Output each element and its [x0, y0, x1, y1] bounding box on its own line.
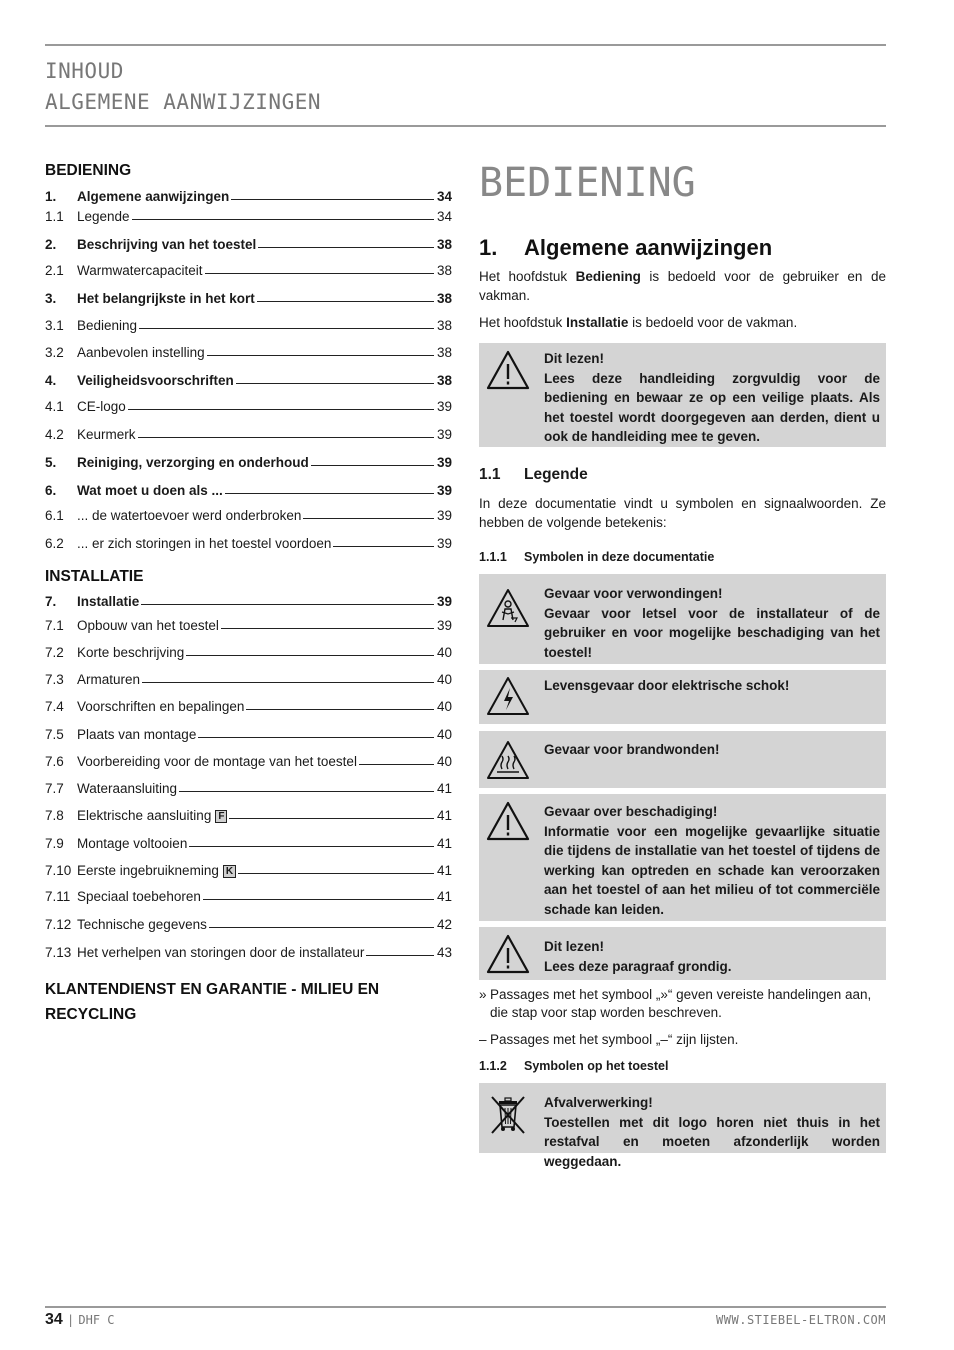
toc-entry-title: Speciaal toebehoren	[77, 889, 201, 904]
notice-waste-disposal-text	[544, 1093, 880, 1171]
toc-entry-number: 6.1	[45, 508, 64, 523]
toc-leader-line	[141, 603, 434, 605]
bullet-mark-list: –	[479, 1032, 487, 1047]
toc-leader-line	[246, 708, 434, 710]
toc-entry-title: Plaats van montage	[77, 727, 197, 742]
toc-leader-line	[203, 898, 434, 900]
intro1-bold: Bediening	[575, 269, 641, 284]
toc-leader-line	[132, 218, 434, 220]
heading-number: 1.	[479, 235, 498, 260]
chapter-title: BEDIENING	[479, 160, 696, 206]
toc-section-klantendienst-line2: RECYCLING	[45, 1006, 137, 1023]
toc-entry-title: ... de watertoevoer werd onderbroken	[77, 508, 302, 523]
waste-body: Toestellen met dit logo horen niet thuis in het restafval en moeten afzonderlijk worden weggedaan.	[544, 1114, 880, 1169]
toc-leader-line	[258, 246, 434, 248]
toc-leader-line	[333, 545, 434, 547]
footer-page-number: 34	[45, 1311, 63, 1328]
toc-entry[interactable]	[45, 749, 452, 769]
header-titles	[45, 56, 321, 118]
toc-entry-number: 4.1	[45, 399, 64, 414]
toc-entry[interactable]	[45, 667, 452, 687]
toc-entry-title: Opbouw van het toestel	[77, 618, 219, 633]
warning-injury	[479, 574, 886, 664]
toc-entry[interactable]	[45, 912, 452, 932]
intro2-text-a: Het hoofdstuk	[479, 315, 567, 330]
notice-read-paragraph-text	[544, 937, 880, 976]
warning-damage-text	[544, 802, 880, 919]
footer-model: DHF C	[78, 1313, 115, 1327]
toc-entry[interactable]	[45, 858, 452, 878]
toc-entry-title: Montage voltooien	[77, 836, 188, 851]
toc-entry[interactable]	[45, 232, 452, 252]
toc-leader-line	[311, 464, 434, 466]
heading-legende-text: Legende	[524, 466, 588, 483]
toc-entry-title: Reiniging, verzorging en onderhoud	[77, 455, 309, 470]
warn-injury-title: Gevaar voor verwondingen!	[544, 586, 723, 601]
toc-entry-number: 4.2	[45, 427, 64, 442]
toc-entry-badge: K	[223, 865, 236, 878]
bullet-mark-action: »	[479, 987, 487, 1002]
intro2-bold: Installatie	[566, 315, 629, 330]
toc-entry-page: 34	[436, 209, 452, 224]
toc-entry-title: Korte beschrijving	[77, 645, 185, 660]
toc-leader-line	[229, 817, 434, 819]
toc-leader-line	[198, 736, 434, 738]
toc-entry-title: Installatie	[77, 594, 140, 609]
heading-text: Algemene aanwijzingen	[524, 235, 773, 260]
toc-entry-number: 7.5	[45, 727, 64, 742]
legend-paragraph: In deze documentatie vindt u symbolen en signaalwoorden. Ze hebben de volgende betekenis:	[479, 496, 886, 530]
list-item-list-symbol	[479, 1031, 886, 1049]
toc-leader-line	[205, 272, 434, 274]
toc-entry[interactable]	[45, 776, 452, 796]
toc-entry-title: Legende	[77, 209, 130, 224]
toc-entry[interactable]	[45, 204, 452, 224]
toc-entry-page: 34	[436, 189, 452, 204]
heading-h3a-text: Symbolen in deze documentatie	[524, 550, 715, 564]
warning-burn-text: Gevaar voor brandwonden!	[544, 742, 720, 757]
toc-entry[interactable]	[45, 422, 452, 442]
damage-warning-icon	[485, 799, 531, 845]
toc-entry-number: 2.	[45, 237, 57, 252]
toc-entry-page: 40	[436, 672, 452, 687]
toc-entry-number: 7.9	[45, 836, 64, 851]
toc-leader-line	[221, 627, 434, 629]
toc-entry-number: 1.1	[45, 209, 64, 224]
toc-entry-page: 39	[436, 483, 452, 498]
heading-legende-number: 1.1	[479, 466, 501, 483]
notice-read-this	[479, 343, 886, 447]
footer-page-info	[45, 1311, 115, 1329]
toc-entry[interactable]	[45, 884, 452, 904]
toc-leader-line	[186, 654, 434, 656]
header-line-1: INHOUD	[45, 59, 124, 83]
heading-legende	[479, 466, 588, 484]
header-line-2: ALGEMENE AANWIJZINGEN	[45, 90, 322, 114]
toc-entry[interactable]	[45, 258, 452, 278]
toc-entry[interactable]	[45, 286, 452, 306]
toc-entry-page: 41	[436, 808, 452, 823]
toc-entry-page: 39	[436, 455, 452, 470]
toc-entry-title: Aanbevolen instelling	[77, 345, 205, 360]
toc-entry[interactable]	[45, 340, 452, 360]
toc-entry[interactable]	[45, 613, 452, 633]
footer-url[interactable]: WWW.STIEBEL-ELTRON.COM	[716, 1313, 886, 1327]
toc-entry-page: 41	[436, 836, 452, 851]
toc-leader-line	[128, 408, 434, 410]
toc-leader-line	[236, 382, 434, 384]
toc-entry-title: Beschrijving van het toestel	[77, 237, 257, 252]
bullet-text-action: Passages met het symbool „»“ geven vereiste handelingen aan, die stap voor stap worden beschreven.	[490, 987, 872, 1020]
toc-entry-page: 38	[436, 373, 452, 388]
toc-entry[interactable]	[45, 313, 452, 333]
toc-entry[interactable]	[45, 184, 452, 204]
heading-h3a-number: 1.1.1	[479, 550, 507, 564]
toc-entry-page: 39	[436, 536, 452, 551]
toc-entry-title: Technische gegevens	[77, 917, 207, 932]
toc-entry-page: 42	[436, 917, 452, 932]
toc-entry-number: 7.2	[45, 645, 64, 660]
toc-entry-number: 7.	[45, 594, 57, 609]
toc-entry[interactable]	[45, 831, 452, 851]
toc-entry-title: Het verhelpen van storingen door de installateur	[77, 945, 365, 960]
footer-separator: |	[66, 1313, 75, 1327]
toc-leader-line	[138, 436, 434, 438]
toc-entry-number: 6.	[45, 483, 57, 498]
footer-rule	[45, 1306, 886, 1308]
warning-triangle-icon	[485, 932, 531, 978]
toc-entry-page: 39	[436, 618, 452, 633]
toc-entry-number: 7.10	[45, 863, 72, 878]
toc-entry-page: 43	[436, 945, 452, 960]
toc-entry-page: 41	[436, 863, 452, 878]
toc-entry-page: 38	[436, 318, 452, 333]
toc-leader-line	[209, 926, 434, 928]
toc-entry-page: 38	[436, 291, 452, 306]
injury-warning-icon	[485, 586, 531, 632]
toc-entry-page: 38	[436, 237, 452, 252]
toc-entry-title: Elektrische aansluiting	[77, 808, 212, 823]
toc-leader-line	[207, 354, 434, 356]
notice-waste-disposal	[479, 1083, 886, 1169]
toc-entry-number: 1.	[45, 189, 57, 204]
hot-surface-icon	[485, 738, 531, 784]
toc-leader-line	[142, 681, 434, 683]
intro-paragraph-2	[479, 313, 886, 332]
header-bottom-rule	[45, 125, 886, 127]
toc-entry-number: 5.	[45, 455, 57, 470]
toc-entry[interactable]	[45, 640, 452, 660]
toc-leader-line	[139, 327, 434, 329]
toc-section-klantendienst-line1: KLANTENDIENST EN GARANTIE - MILIEU EN	[45, 981, 380, 998]
intro1-text-a: Het hoofdstuk	[479, 269, 576, 284]
toc-leader-line	[303, 517, 434, 519]
bullet-text-list: Passages met het symbool „–“ zijn lijsten.	[490, 1032, 739, 1047]
toc-entry-title: Algemene aanwijzingen	[77, 189, 230, 204]
toc-entry-page: 40	[436, 727, 452, 742]
toc-entry[interactable]	[45, 803, 452, 823]
toc-entry-number: 7.12	[45, 917, 72, 932]
list-item-action-symbol	[479, 986, 886, 1022]
toc-entry-number: 7.13	[45, 945, 72, 960]
heading-symbolen-toestel	[479, 1059, 668, 1073]
toc-entry-page: 38	[436, 263, 452, 278]
crossed-out-bin-icon	[485, 1091, 531, 1137]
toc-entry[interactable]	[45, 694, 452, 714]
warning-triangle-icon	[485, 348, 531, 394]
toc-entry-number: 3.1	[45, 318, 64, 333]
toc-entry-title: ... er zich storingen in het toestel voordoen	[77, 536, 332, 551]
toc-entry-page: 39	[436, 594, 452, 609]
toc-entry-title: Warmwatercapaciteit	[77, 263, 203, 278]
toc-entry[interactable]	[45, 450, 452, 470]
toc-entry[interactable]	[45, 589, 452, 609]
header-top-rule	[45, 44, 886, 46]
intro1-text-c: is bedoeld voor de gebruiker en de vakman.	[479, 269, 886, 303]
toc-leader-line	[179, 790, 434, 792]
toc-entry-page: 40	[436, 699, 452, 714]
notice-read-paragraph	[479, 927, 886, 980]
toc-entry-title: Eerste ingebruikneming	[77, 863, 219, 878]
toc-entry-page: 38	[436, 345, 452, 360]
toc-entry-title: Het belangrijkste in het kort	[77, 291, 255, 306]
toc-entry-number: 7.7	[45, 781, 64, 796]
notice2-title: Dit lezen!	[544, 939, 605, 954]
toc-entry-number: 3.2	[45, 345, 64, 360]
toc-section-installatie: INSTALLATIE	[45, 568, 144, 585]
toc-entry-page: 39	[436, 399, 452, 414]
warning-injury-text	[544, 584, 880, 662]
toc-entry[interactable]	[45, 722, 452, 742]
toc-entry-badge: F	[215, 810, 227, 823]
toc-leader-line	[359, 763, 434, 765]
toc-leader-line	[366, 954, 434, 956]
toc-entry-title: Armaturen	[77, 672, 141, 687]
warning-damage	[479, 794, 886, 921]
toc-leader-line	[189, 845, 434, 847]
toc-entry[interactable]	[45, 940, 452, 960]
toc-entry[interactable]	[45, 394, 452, 414]
toc-leader-line	[257, 300, 434, 302]
toc-entry[interactable]	[45, 531, 452, 551]
toc-entry-number: 7.8	[45, 808, 64, 823]
toc-entry-page: 41	[436, 781, 452, 796]
toc-entry-number: 7.3	[45, 672, 64, 687]
heading-h3b-number: 1.1.2	[479, 1059, 507, 1073]
toc-entry-title: Wateraansluiting	[77, 781, 178, 796]
notice2-body: Lees deze paragraaf grondig.	[544, 958, 732, 974]
notice1-body: Lees deze handleiding zorgvuldig voor de bediening en bewaar ze op een veilige plaats. Als het toestel wordt doorgegeven aan derden, dient u ook de handleiding mee te geven.	[544, 370, 880, 444]
toc-entry-page: 41	[436, 889, 452, 904]
toc-entry-number: 6.2	[45, 536, 64, 551]
electric-shock-icon	[485, 674, 531, 720]
warn-damage-title: Gevaar over beschadiging!	[544, 804, 718, 819]
notice1-title: Dit lezen!	[544, 351, 605, 366]
warn-damage-body: Informatie voor een mogelijke gevaarlijke situatie die tijdens de installatie van het toestel of tijdens de werking kan optreden en schade kan veroorzaken aan het toestel of aan het milieu of tot commerciële schade kan leiden.	[544, 823, 880, 917]
toc-entry[interactable]	[45, 478, 452, 498]
toc-entry-number: 7.11	[45, 889, 71, 904]
toc-entry-title: Wat moet u doen als ...	[77, 483, 223, 498]
toc-leader-line	[238, 872, 434, 874]
toc-entry-page: 39	[436, 508, 452, 523]
toc-entry-number: 7.4	[45, 699, 64, 714]
toc-entry[interactable]	[45, 368, 452, 388]
toc-section-bediening: BEDIENING	[45, 162, 132, 179]
toc-leader-line	[225, 492, 434, 494]
toc-entry-title: Voorschriften en bepalingen	[77, 699, 245, 714]
warning-electric-shock-text: Levensgevaar door elektrische schok!	[544, 678, 790, 693]
intro-paragraph-1	[479, 267, 886, 305]
toc-entry-title: Voorbereiding voor de montage van het toestel	[77, 754, 357, 769]
toc-entry-title: Veiligheidsvoorschriften	[77, 373, 234, 388]
toc-entry-title: Bediening	[77, 318, 138, 333]
notice-read-this-text	[544, 349, 880, 447]
heading-symbolen-documentatie	[479, 550, 714, 564]
toc-leader-line	[231, 198, 434, 200]
warning-burn	[479, 731, 886, 788]
toc-entry-number: 2.1	[45, 263, 64, 278]
heading-algemene-aanwijzingen	[479, 235, 772, 261]
intro2-text-c: is bedoeld voor de vakman.	[628, 315, 798, 330]
toc-entry-page: 40	[436, 645, 452, 660]
toc-entry-page: 40	[436, 754, 452, 769]
heading-h3b-text: Symbolen op het toestel	[524, 1059, 669, 1073]
toc-entry-number: 7.6	[45, 754, 64, 769]
toc-section-klantendienst	[45, 977, 379, 1027]
toc-entry-number: 4.	[45, 373, 57, 388]
warn-injury-body: Gevaar voor letsel voor de installateur of de gebruiker en voor mogelijke beschadiging van het toestel!	[544, 605, 880, 660]
toc-entry[interactable]	[45, 503, 452, 523]
toc-entry-number: 3.	[45, 291, 57, 306]
warning-electric-shock	[479, 670, 886, 724]
toc-entry-title: Keurmerk	[77, 427, 136, 442]
toc-entry-title: CE-logo	[77, 399, 126, 414]
waste-title: Afvalverwerking!	[544, 1095, 653, 1110]
toc-entry-page: 39	[436, 427, 452, 442]
toc-entry-number: 7.1	[45, 618, 64, 633]
